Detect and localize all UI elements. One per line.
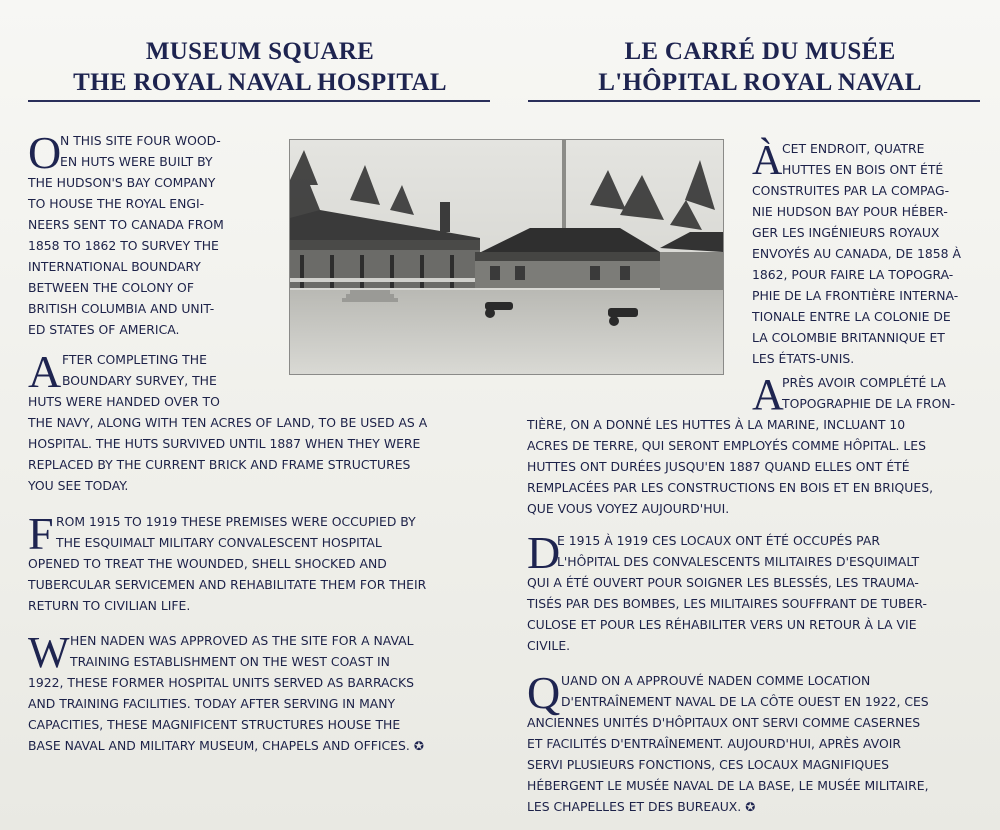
french-p1-line-6: ENVOYÉS AU CANADA, DE 1858 À [752,246,961,261]
english-p2-line-6: REPLACED BY THE CURRENT BRICK AND FRAME STRUCTURES [28,457,411,472]
french-p3-drop-cap: D [527,527,561,578]
french-p4-line-7 [527,796,979,818]
english-p3-line-3: OPENED TO TREAT THE WOUNDED, SHELL SHOCKED AND [28,556,387,571]
french-title-rule [528,100,980,102]
french-p1-line-10: LA COLOMBIE BRITANNIQUE ET [752,330,945,345]
french-p4-line-3: ANCIENNES UNITÉS D'HÔPITAUX ONT SERVI COMME CASERNES [527,715,921,730]
english-p1-drop-cap: O [28,127,62,178]
french-p4-line-7-text: LES CHAPELLES ET DES BUREAUX. [527,799,742,814]
french-p4-drop-cap: Q [527,667,561,718]
french-p1-line-11: LES ÉTATS-UNIS. [752,351,855,366]
english-title [30,36,490,98]
historic-hospital-photo [289,139,724,375]
french-p1-line-4: NIE HUDSON BAY POUR HÉBER- [752,204,948,219]
french-p3-line-4: TISÉS PAR DES BOMBES, LES MILITAIRES SOUFFRANT DE TUBER- [527,596,927,611]
french-p1-line-8: PHIE DE LA FRONTIÈRE INTERNA- [752,288,959,303]
hospital-photo-drawing [290,140,723,374]
english-p2-drop-cap: A [28,346,62,397]
english-p2-line-7: YOU SEE TODAY. [28,478,129,493]
english-p4-line-3: 1922, THESE FORMER HOSPITAL UNITS SERVED AS BARRACKS [28,675,414,690]
english-paragraph-2 [28,346,486,496]
english-p4-line-4: AND TRAINING FACILITIES. TODAY AFTER SERVING IN MANY [28,696,396,711]
french-p2-line-5: HUTTES ONT DURÉES JUSQU'EN 1887 QUAND ELLES ONT ÉTÉ [527,459,910,474]
french-title-line-1: LE CARRÉ DU MUSÉE [624,38,896,65]
french-title-line-2: L'HÔPITAL ROYAL NAVAL [598,69,922,96]
english-p3-line-2: THE ESQUIMALT MILITARY CONVALESCENT HOSPITAL [56,535,382,550]
english-p1-line-7: INTERNATIONAL BOUNDARY [28,259,201,274]
english-paragraph-3 [28,508,486,616]
french-p1-line-1: CET ENDROIT, QUATRE [782,141,925,156]
english-p1-line-9: BRITISH COLUMBIA AND UNIT- [28,301,215,316]
english-p4-drop-cap: W [28,628,70,677]
french-p1-line-3: CONSTRUITES PAR LA COMPAG- [752,183,950,198]
english-p4-line-1: HEN NADEN WAS APPROVED AS THE SITE FOR A NAVAL [70,633,414,648]
english-p1-line-1: N THIS SITE FOUR WOOD- [60,133,221,148]
sun-icon: ✪ [745,800,756,814]
french-title [525,36,995,98]
french-p3-line-3: QUI A ÉTÉ OUVERT POUR SOIGNER LES BLESSÉS, LES TRAUMA- [527,575,919,590]
english-p1-line-4: TO HOUSE THE ROYAL ENGI- [28,196,205,211]
french-p4-line-6: HÉBERGENT LE MUSÉE NAVAL DE LA BASE, LE MUSÉE MILITAIRE, [527,778,929,793]
english-p4-line-6-text: BASE NAVAL AND MILITARY MUSEUM, CHAPELS AND OFFICES. [28,738,410,753]
english-p1-line-6: 1858 TO 1862 TO SURVEY THE [28,238,219,253]
french-paragraph-4 [527,667,979,818]
english-paragraph-4 [28,630,486,757]
french-p2-line-7: QUE VOUS VOYEZ AUJOURD'HUI. [527,501,730,516]
french-p2-head [752,370,979,419]
english-p4-line-2: TRAINING ESTABLISHMENT ON THE WEST COAST IN [70,654,390,669]
english-p1-line-5: NEERS SENT TO CANADA FROM [28,217,224,232]
english-p1-line-8: BETWEEN THE COLONY OF [28,280,194,295]
english-title-rule [28,100,490,102]
french-p4-line-5: SERVI PLUSIEURS FONCTIONS, CES LOCAUX MAGNIFIQUES [527,757,890,772]
english-title-line-2: THE ROYAL NAVAL HOSPITAL [73,69,447,96]
english-p1-line-2: EN HUTS WERE BUILT BY [60,154,213,169]
english-p1-line-10: ED STATES OF AMERICA. [28,322,180,337]
french-p3-line-1: E 1915 À 1919 CES LOCAUX ONT ÉTÉ OCCUPÉS PAR [557,533,880,548]
english-p3-line-5: RETURN TO CIVILIAN LIFE. [28,598,191,613]
french-p1-line-9: TIONALE ENTRE LA COLONIE DE [752,309,951,324]
french-p1-line-7: 1862, POUR FAIRE LA TOPOGRA- [752,267,954,282]
french-paragraph-1 [752,138,984,369]
french-p1-drop-cap: À [752,138,783,184]
french-p3-line-6: CIVILE. [527,638,571,653]
sun-icon: ✪ [413,739,424,753]
french-p2-drop-cap: A [752,370,784,419]
english-title-line-1: MUSEUM SQUARE [145,38,375,65]
english-p3-drop-cap: F [28,508,54,559]
french-paragraph-3 [527,527,979,656]
english-p2-line-2: BOUNDARY SURVEY, THE [62,373,217,388]
english-p1-line-3: THE HUDSON'S BAY COMPANY [28,175,216,190]
french-p4-line-2: D'ENTRAÎNEMENT NAVAL DE LA CÔTE OUEST EN 1922, CES [561,694,929,709]
english-p4-line-6 [28,735,486,757]
french-p4-line-1: UAND ON A APPROUVÉ NADEN COMME LOCATION [561,673,871,688]
french-p2-line-4: ACRES DE TERRE, QUI SERONT EMPLOYÉS COMME HÔPITAL. LES [527,438,926,453]
english-p2-line-4: THE NAVY, ALONG WITH TEN ACRES OF LAND, TO BE USED AS A [28,415,428,430]
french-p2-line-2: TOPOGRAPHIE DE LA FRON- [782,396,956,411]
english-p2-line-1: FTER COMPLETING THE [62,352,207,367]
french-p2-line-6: REMPLACÉES PAR LES CONSTRUCTIONS EN BOIS ET EN BRIQUES, [527,480,934,495]
french-p1-line-2: HUTTES EN BOIS ONT ÉTÉ [782,162,944,177]
english-p3-line-4: TUBERCULAR SERVICEMEN AND REHABILITATE THEM FOR THEIR [28,577,427,592]
english-paragraph-1 [28,127,268,340]
french-paragraph-2 [527,372,979,519]
french-p2-line-3: TIÈRE, ON A DONNÉ LES HUTTES À LA MARINE, INCLUANT 10 [527,417,906,432]
english-p2-line-5: HOSPITAL. THE HUTS SURVIVED UNTIL 1887 WHEN THEY WERE [28,436,421,451]
french-p1-line-5: GER LES INGÉNIEURS ROYAUX [752,225,940,240]
french-p3-line-5: CULOSE ET POUR LES RÉHABILITER VERS UN RETOUR À LA VIE [527,617,917,632]
english-p3-line-1: ROM 1915 TO 1919 THESE PREMISES WERE OCCUPIED BY [56,514,416,529]
french-p4-line-4: ET FACILITÉS D'ENTRAÎNEMENT. AUJOURD'HUI, APRÈS AVOIR [527,736,902,751]
english-p2-line-3: HUTS WERE HANDED OVER TO [28,394,220,409]
french-p3-line-2: L'HÔPITAL DES CONVALESCENTS MILITAIRES D'ESQUIMALT [557,554,920,569]
french-p2-line-1: PRÈS AVOIR COMPLÉTÉ LA [782,375,946,390]
english-p4-line-5: CAPACITIES, THESE MAGNIFICENT STRUCTURES HOUSE THE [28,717,401,732]
